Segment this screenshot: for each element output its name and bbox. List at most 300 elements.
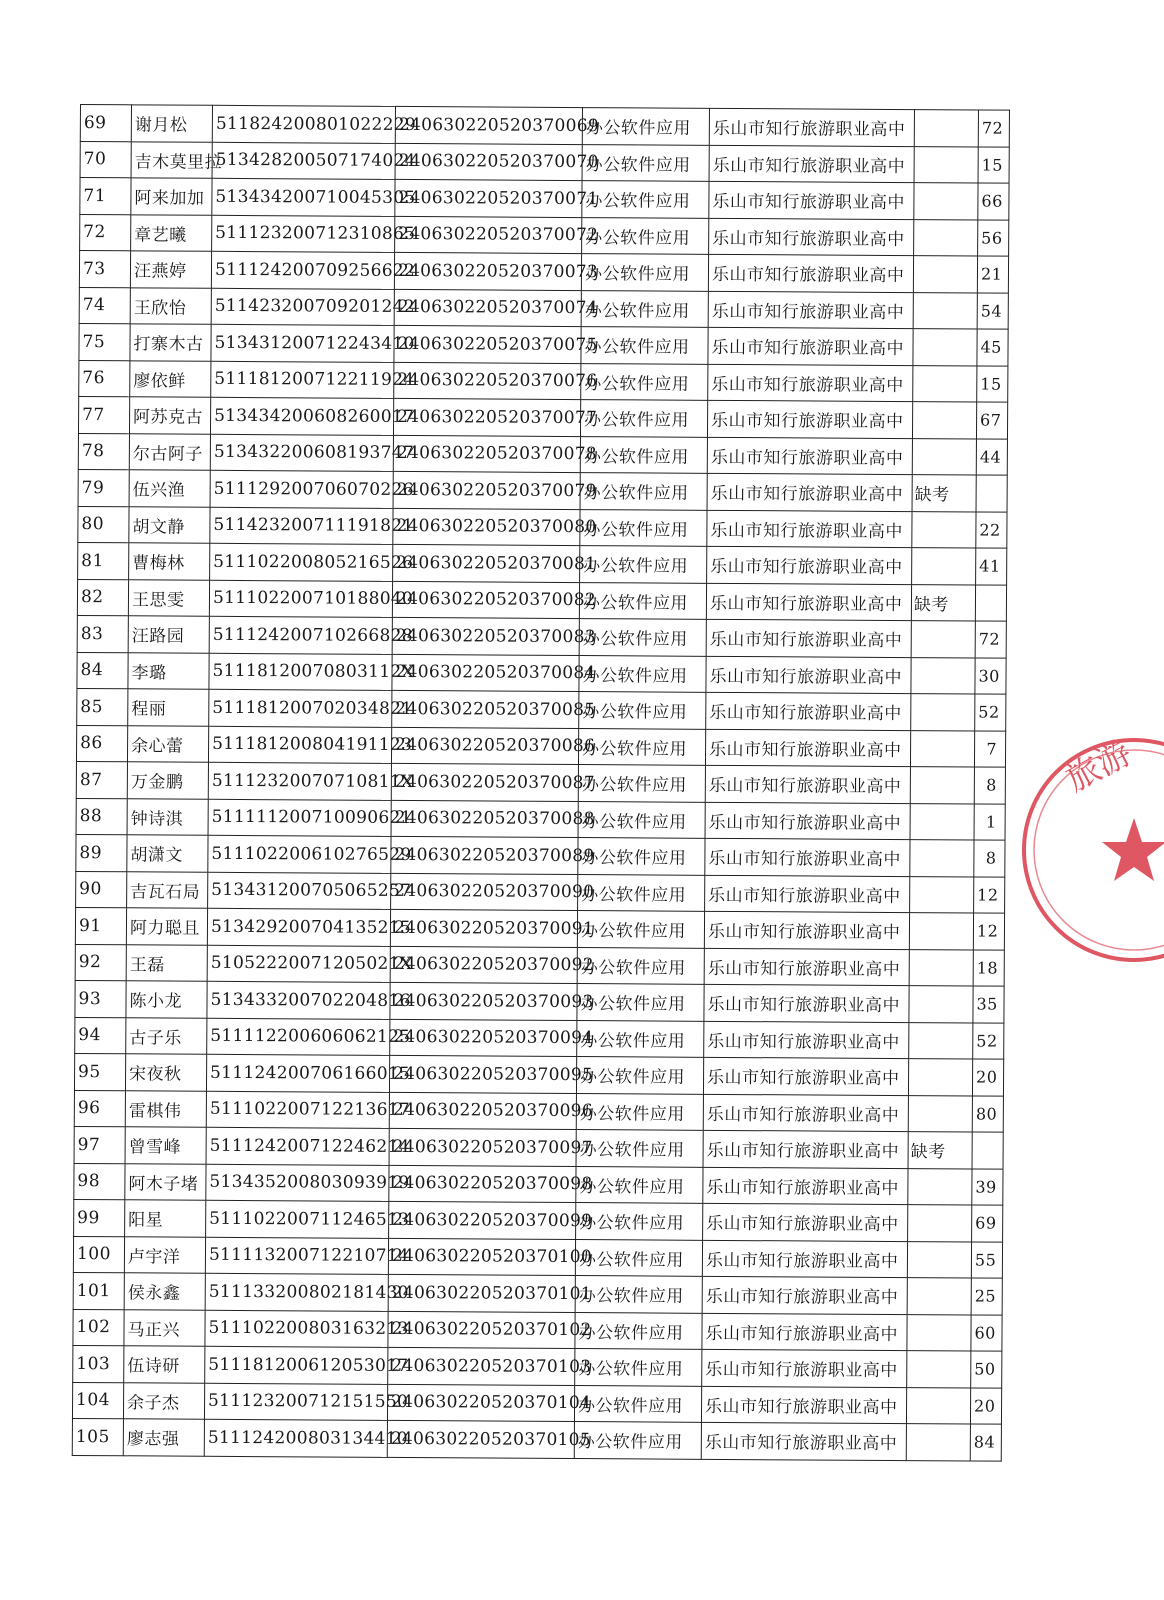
seal-star-icon	[1102, 818, 1164, 881]
absence-note-cell	[910, 840, 974, 877]
exam-number-cell: 240630220520370100	[388, 1238, 575, 1276]
name-cell: 程丽	[128, 689, 209, 726]
school-cell: 乐山市知行旅游职业高中	[703, 1130, 908, 1168]
score-cell	[972, 1132, 1003, 1169]
absence-note-cell	[912, 438, 976, 475]
name-cell: 胡潇文	[127, 835, 208, 872]
seq-cell: 99	[74, 1199, 125, 1236]
exam-number-cell: 240630220520370090	[391, 873, 578, 911]
exam-number-cell: 240630220520370077	[393, 398, 580, 436]
school-cell: 乐山市知行旅游职业高中	[704, 911, 909, 949]
school-cell: 乐山市知行旅游职业高中	[706, 583, 911, 621]
school-cell: 乐山市知行旅游职业高中	[708, 291, 913, 329]
absence-note-cell	[908, 1205, 972, 1242]
exam-number-cell: 240630220520370093	[390, 982, 577, 1020]
subject-cell: 办公软件应用	[582, 181, 709, 218]
score-cell: 72	[975, 621, 1006, 658]
name-cell: 廖依鲜	[130, 360, 211, 397]
subject-cell: 办公软件应用	[574, 1385, 701, 1422]
school-cell: 乐山市知行旅游职业高中	[702, 1349, 907, 1387]
subject-cell: 办公软件应用	[578, 838, 705, 875]
subject-cell: 办公软件应用	[581, 363, 708, 400]
school-cell: 乐山市知行旅游职业高中	[706, 619, 911, 657]
id-number-cell: 511111200710090621	[208, 799, 391, 837]
id-number-cell: 511102200805216526	[210, 543, 393, 581]
id-number-cell: 511423200709201242	[211, 288, 394, 326]
exam-number-cell: 240630220520370079	[393, 471, 580, 509]
exam-number-cell: 240630220520370098	[389, 1165, 576, 1203]
table-row	[73, 1345, 1002, 1387]
seq-cell: 103	[73, 1345, 124, 1382]
seq-cell: 88	[76, 798, 127, 835]
seal-ring	[1024, 740, 1164, 960]
subject-cell: 办公软件应用	[580, 509, 707, 546]
table-row	[74, 1163, 1003, 1205]
id-number-cell: 513428200507174024	[212, 142, 395, 180]
absence-note-cell	[909, 986, 973, 1023]
id-number-cell: 511423200711191821	[210, 507, 393, 545]
table-row	[77, 579, 1006, 621]
seq-cell: 84	[77, 652, 128, 689]
subject-cell: 办公软件应用	[576, 1093, 703, 1130]
table-row	[76, 761, 1005, 803]
subject-cell: 办公软件应用	[579, 619, 706, 656]
absence-note-cell	[910, 767, 974, 804]
id-number-cell: 511123200712151550	[204, 1383, 387, 1421]
name-cell: 余子杰	[123, 1382, 204, 1419]
seq-cell: 96	[74, 1090, 125, 1127]
seq-cell: 72	[80, 214, 131, 251]
name-cell: 阿木子堵	[125, 1163, 206, 1200]
absence-note-cell	[907, 1241, 971, 1278]
exam-number-cell: 240630220520370078	[393, 435, 580, 473]
table-row	[78, 396, 1007, 438]
seq-cell: 94	[75, 1017, 126, 1054]
table-row	[73, 1272, 1002, 1314]
school-cell: 乐山市知行旅游职业高中	[702, 1240, 907, 1278]
seq-cell: 86	[76, 725, 127, 762]
name-cell: 廖志强	[123, 1419, 204, 1456]
exam-number-cell: 240630220520370084	[392, 654, 579, 692]
absence-note-cell: 缺考	[908, 1132, 972, 1169]
score-cell: 55	[971, 1241, 1002, 1278]
subject-cell: 办公软件应用	[581, 327, 708, 364]
subject-cell: 办公软件应用	[577, 911, 704, 948]
seq-cell: 92	[75, 944, 126, 981]
table-row	[79, 323, 1008, 365]
score-table-body	[72, 105, 1009, 1461]
table-row	[76, 798, 1005, 840]
name-cell: 卢宇洋	[124, 1236, 205, 1273]
seq-cell: 75	[79, 323, 130, 360]
absence-note-cell	[909, 1022, 973, 1059]
school-cell: 乐山市知行旅游职业高中	[703, 1057, 908, 1095]
absence-note-cell	[910, 803, 974, 840]
score-cell: 20	[970, 1387, 1001, 1424]
name-cell: 胡文静	[129, 506, 210, 543]
id-number-cell: 511181200702034821	[209, 689, 392, 727]
id-number-cell: 511102200712213617	[206, 1091, 389, 1129]
exam-number-cell: 240630220520370082	[392, 581, 579, 619]
score-cell: 84	[970, 1424, 1001, 1461]
seq-cell: 100	[73, 1236, 124, 1273]
subject-cell: 办公软件应用	[575, 1276, 702, 1313]
absence-note-cell	[906, 1424, 970, 1461]
score-cell: 67	[976, 402, 1007, 439]
table-row	[78, 542, 1007, 584]
exam-number-cell: 240630220520370074	[394, 289, 581, 327]
absence-note-cell	[913, 365, 977, 402]
school-cell: 乐山市知行旅游职业高中	[704, 1021, 909, 1059]
id-number-cell: 51112320070710811X	[208, 762, 391, 800]
seq-cell: 82	[77, 579, 128, 616]
id-number-cell: 511102200711246513	[206, 1200, 389, 1238]
exam-number-cell: 240630220520370076	[394, 362, 581, 400]
subject-cell: 办公软件应用	[582, 217, 709, 254]
absence-note-cell	[910, 876, 974, 913]
seq-cell: 95	[74, 1053, 125, 1090]
table-row	[80, 214, 1009, 256]
score-cell: 54	[977, 292, 1008, 329]
absence-note-cell	[911, 694, 975, 731]
subject-cell: 办公软件应用	[580, 400, 707, 437]
school-cell: 乐山市知行旅游职业高中	[709, 145, 914, 183]
absence-note-cell	[908, 1168, 972, 1205]
name-cell: 伍兴渔	[129, 470, 210, 507]
score-cell: 12	[973, 913, 1004, 950]
id-number-cell: 51118120070803112X	[209, 653, 392, 691]
seq-cell: 77	[78, 396, 129, 433]
absence-note-cell	[909, 913, 973, 950]
id-number-cell: 511102200710188040	[209, 580, 392, 618]
absence-note-cell	[907, 1278, 971, 1315]
score-cell: 8	[974, 767, 1005, 804]
school-cell: 乐山市知行旅游职业高中	[705, 765, 910, 803]
id-number-cell: 511124200710266828	[209, 616, 392, 654]
subject-cell: 办公软件应用	[581, 254, 708, 291]
table-row	[77, 652, 1006, 694]
school-cell: 乐山市知行旅游职业高中	[704, 948, 909, 986]
absence-note-cell	[913, 292, 977, 329]
subject-cell: 办公软件应用	[578, 728, 705, 765]
seq-cell: 93	[75, 980, 126, 1017]
name-cell: 汪路园	[128, 616, 209, 653]
id-number-cell: 511181200804191123	[208, 726, 391, 764]
school-cell: 乐山市知行旅游职业高中	[704, 984, 909, 1022]
score-cell	[976, 475, 1007, 512]
score-cell: 39	[972, 1168, 1003, 1205]
id-number-cell: 513429200704135215	[207, 908, 390, 946]
seq-cell: 91	[75, 907, 126, 944]
absence-note-cell	[910, 730, 974, 767]
table-row	[74, 1090, 1003, 1132]
table-row	[74, 1126, 1003, 1168]
exam-number-cell: 240630220520370081	[393, 544, 580, 582]
school-cell: 乐山市知行旅游职业高中	[707, 400, 912, 438]
absence-note-cell	[912, 548, 976, 585]
school-cell: 乐山市知行旅游职业高中	[701, 1422, 906, 1460]
name-cell: 阳星	[125, 1200, 206, 1237]
name-cell: 古子乐	[126, 1017, 207, 1054]
score-cell: 15	[978, 146, 1009, 183]
name-cell: 李璐	[128, 652, 209, 689]
seq-cell: 89	[76, 834, 127, 871]
id-number-cell: 511181200612053017	[205, 1346, 388, 1384]
subject-cell: 办公软件应用	[577, 1020, 704, 1057]
name-cell: 吉瓦石局	[127, 871, 208, 908]
score-cell: 50	[971, 1351, 1002, 1388]
absence-note-cell: 缺考	[912, 475, 976, 512]
seq-cell: 73	[79, 251, 130, 288]
id-number-cell: 511102200610276529	[208, 835, 391, 873]
name-cell: 章艺曦	[131, 214, 212, 251]
school-cell: 乐山市知行旅游职业高中	[706, 656, 911, 694]
school-cell: 乐山市知行旅游职业高中	[707, 473, 912, 511]
subject-cell: 办公软件应用	[578, 801, 705, 838]
exam-number-cell: 240630220520370080	[393, 508, 580, 546]
id-number-cell: 513432200608193747	[210, 434, 393, 472]
subject-cell: 办公软件应用	[577, 984, 704, 1021]
absence-note-cell	[909, 949, 973, 986]
subject-cell: 办公软件应用	[576, 1130, 703, 1167]
exam-number-cell: 240630220520370091	[390, 909, 577, 947]
id-number-cell: 511133200802181430	[205, 1273, 388, 1311]
score-cell: 80	[972, 1095, 1003, 1132]
score-table	[72, 104, 1010, 1461]
absence-note-cell	[906, 1387, 970, 1424]
name-cell: 阿苏克古	[129, 397, 210, 434]
table-row	[78, 506, 1007, 548]
id-number-cell: 51052220071205021X	[207, 945, 390, 983]
id-number-cell: 513435200803093919	[206, 1164, 389, 1202]
subject-cell: 办公软件应用	[582, 144, 709, 181]
absence-note-cell	[908, 1059, 972, 1096]
table-row	[78, 433, 1007, 475]
id-number-cell: 511102200803163213	[205, 1310, 388, 1348]
id-number-cell: 511124200709256622	[211, 251, 394, 289]
score-cell: 22	[976, 511, 1007, 548]
id-number-cell: 511123200712310865	[212, 215, 395, 253]
name-cell: 尔古阿子	[129, 433, 210, 470]
id-number-cell: 513434200710045305	[212, 178, 395, 216]
school-cell: 乐山市知行旅游职业高中	[707, 437, 912, 475]
score-cell: 12	[974, 876, 1005, 913]
absence-note-cell	[907, 1351, 971, 1388]
seq-cell: 105	[72, 1418, 123, 1455]
exam-number-cell: 240630220520370097	[389, 1128, 576, 1166]
table-row	[79, 360, 1008, 402]
seq-cell: 97	[74, 1126, 125, 1163]
exam-number-cell: 240630220520370073	[394, 252, 581, 290]
exam-number-cell: 240630220520370089	[391, 836, 578, 874]
name-cell: 吉木莫里拉	[131, 141, 212, 178]
table-row	[78, 469, 1007, 511]
subject-cell: 办公软件应用	[574, 1422, 701, 1459]
score-cell: 52	[973, 1022, 1004, 1059]
name-cell: 雷棋伟	[125, 1090, 206, 1127]
score-cell: 18	[973, 949, 1004, 986]
seq-cell: 71	[80, 178, 131, 215]
score-cell: 20	[972, 1059, 1003, 1096]
table-row	[74, 1199, 1003, 1241]
table-row	[80, 178, 1009, 220]
school-cell: 乐山市知行旅游职业高中	[703, 1094, 908, 1132]
id-number-cell: 511112200606062125	[207, 1018, 390, 1056]
seq-cell: 74	[79, 287, 130, 324]
seq-cell: 101	[73, 1272, 124, 1309]
seq-cell: 80	[78, 506, 129, 543]
table-row	[75, 1017, 1004, 1059]
name-cell: 阿来加加	[131, 178, 212, 215]
id-number-cell: 511124200712246214	[206, 1127, 389, 1165]
absence-note-cell	[913, 256, 977, 293]
exam-number-cell: 240630220520370094	[390, 1019, 577, 1057]
id-number-cell: 511124200706166015	[206, 1054, 389, 1092]
seq-cell: 78	[78, 433, 129, 470]
school-cell: 乐山市知行旅游职业高中	[709, 108, 914, 146]
score-cell: 21	[977, 256, 1008, 293]
school-cell: 乐山市知行旅游职业高中	[708, 364, 913, 402]
score-cell: 44	[976, 438, 1007, 475]
id-number-cell: 513433200702204816	[207, 981, 390, 1019]
table-row	[74, 1053, 1003, 1095]
exam-number-cell: 240630220520370071	[395, 179, 582, 217]
seq-cell: 69	[80, 105, 131, 142]
subject-cell: 办公软件应用	[579, 582, 706, 619]
score-cell: 60	[971, 1314, 1002, 1351]
absence-note-cell	[907, 1314, 971, 1351]
table-row	[76, 725, 1005, 767]
absence-note-cell	[913, 329, 977, 366]
school-cell: 乐山市知行旅游职业高中	[706, 692, 911, 730]
id-number-cell: 513431200705065257	[208, 872, 391, 910]
exam-number-cell: 240630220520370105	[387, 1420, 574, 1458]
table-row	[75, 980, 1004, 1022]
id-number-cell: 513431200712243410	[211, 324, 394, 362]
absence-note-cell: 缺考	[911, 584, 975, 621]
seq-cell: 104	[72, 1382, 123, 1419]
name-cell: 王欣怡	[130, 287, 211, 324]
subject-cell: 办公软件应用	[580, 473, 707, 510]
seq-cell: 76	[79, 360, 130, 397]
exam-number-cell: 240630220520370096	[389, 1092, 576, 1130]
score-cell: 56	[978, 219, 1009, 256]
absence-note-cell	[908, 1095, 972, 1132]
score-cell: 45	[977, 329, 1008, 366]
absence-note-cell	[914, 219, 978, 256]
seq-cell: 83	[77, 615, 128, 652]
subject-cell: 办公软件应用	[579, 692, 706, 729]
name-cell: 谢月松	[131, 105, 212, 142]
score-cell	[975, 584, 1006, 621]
subject-cell: 办公软件应用	[577, 947, 704, 984]
name-cell: 万金鹏	[127, 762, 208, 799]
exam-number-cell: 240630220520370095	[389, 1055, 576, 1093]
score-sheet	[72, 104, 1010, 1461]
table-row	[76, 834, 1005, 876]
exam-number-cell: 240630220520370072	[395, 216, 582, 254]
subject-cell: 办公软件应用	[575, 1349, 702, 1386]
school-cell: 乐山市知行旅游职业高中	[703, 1167, 908, 1205]
seq-cell: 98	[74, 1163, 125, 1200]
absence-note-cell	[914, 110, 978, 147]
name-cell: 阿力聪且	[126, 908, 207, 945]
seal-text: 旅游	[1059, 732, 1139, 800]
absence-note-cell	[914, 146, 978, 183]
exam-number-cell: 240630220520370104	[387, 1384, 574, 1422]
table-row	[79, 287, 1008, 329]
score-cell: 66	[978, 183, 1009, 220]
exam-number-cell: 240630220520370075	[394, 325, 581, 363]
exam-number-cell: 240630220520370070	[395, 143, 582, 181]
table-row	[80, 105, 1009, 147]
table-row	[72, 1418, 1001, 1460]
subject-cell: 办公软件应用	[579, 655, 706, 692]
exam-number-cell: 240630220520370102	[388, 1311, 575, 1349]
table-row	[76, 871, 1005, 913]
school-cell: 乐山市知行旅游职业高中	[707, 546, 912, 584]
subject-cell: 办公软件应用	[580, 436, 707, 473]
subject-cell: 办公软件应用	[578, 874, 705, 911]
id-number-cell: 513434200608260017	[210, 397, 393, 435]
school-cell: 乐山市知行旅游职业高中	[708, 254, 913, 292]
name-cell: 侯永鑫	[124, 1273, 205, 1310]
table-row	[80, 141, 1009, 183]
id-number-cell: 511824200801022229	[212, 105, 395, 143]
exam-number-cell: 240630220520370086	[391, 727, 578, 765]
name-cell: 伍诗研	[124, 1346, 205, 1383]
school-cell: 乐山市知行旅游职业高中	[709, 218, 914, 256]
name-cell: 钟诗淇	[127, 798, 208, 835]
school-cell: 乐山市知行旅游职业高中	[709, 181, 914, 219]
score-cell: 15	[977, 365, 1008, 402]
name-cell: 余心蕾	[127, 725, 208, 762]
school-cell: 乐山市知行旅游职业高中	[705, 838, 910, 876]
subject-cell: 办公软件应用	[582, 108, 709, 145]
exam-number-cell: 240630220520370088	[391, 800, 578, 838]
school-cell: 乐山市知行旅游职业高中	[705, 802, 910, 840]
absence-note-cell	[912, 402, 976, 439]
table-row	[75, 944, 1004, 986]
seq-cell: 102	[73, 1309, 124, 1346]
table-row	[72, 1382, 1001, 1424]
exam-number-cell: 240630220520370092	[390, 946, 577, 984]
exam-number-cell: 240630220520370085	[392, 690, 579, 728]
id-number-cell: 511124200803134410	[204, 1419, 387, 1457]
score-cell: 35	[973, 986, 1004, 1023]
name-cell: 曾雪峰	[125, 1127, 206, 1164]
subject-cell: 办公软件应用	[576, 1203, 703, 1240]
table-row	[75, 907, 1004, 949]
score-cell: 72	[978, 110, 1009, 147]
absence-note-cell	[914, 183, 978, 220]
name-cell: 曹梅林	[129, 543, 210, 580]
table-row	[73, 1236, 1002, 1278]
seq-cell: 90	[76, 871, 127, 908]
seq-cell: 70	[80, 141, 131, 178]
exam-number-cell: 240630220520370103	[388, 1347, 575, 1385]
school-cell: 乐山市知行旅游职业高中	[702, 1313, 907, 1351]
school-cell: 乐山市知行旅游职业高中	[708, 327, 913, 365]
exam-number-cell: 240630220520370101	[388, 1274, 575, 1312]
name-cell: 王思雯	[128, 579, 209, 616]
name-cell: 打寨木古	[130, 324, 211, 361]
id-number-cell: 511113200712210714	[205, 1237, 388, 1275]
subject-cell: 办公软件应用	[575, 1239, 702, 1276]
name-cell: 王磊	[126, 944, 207, 981]
score-cell: 1	[974, 803, 1005, 840]
id-number-cell: 511129200706070226	[210, 470, 393, 508]
